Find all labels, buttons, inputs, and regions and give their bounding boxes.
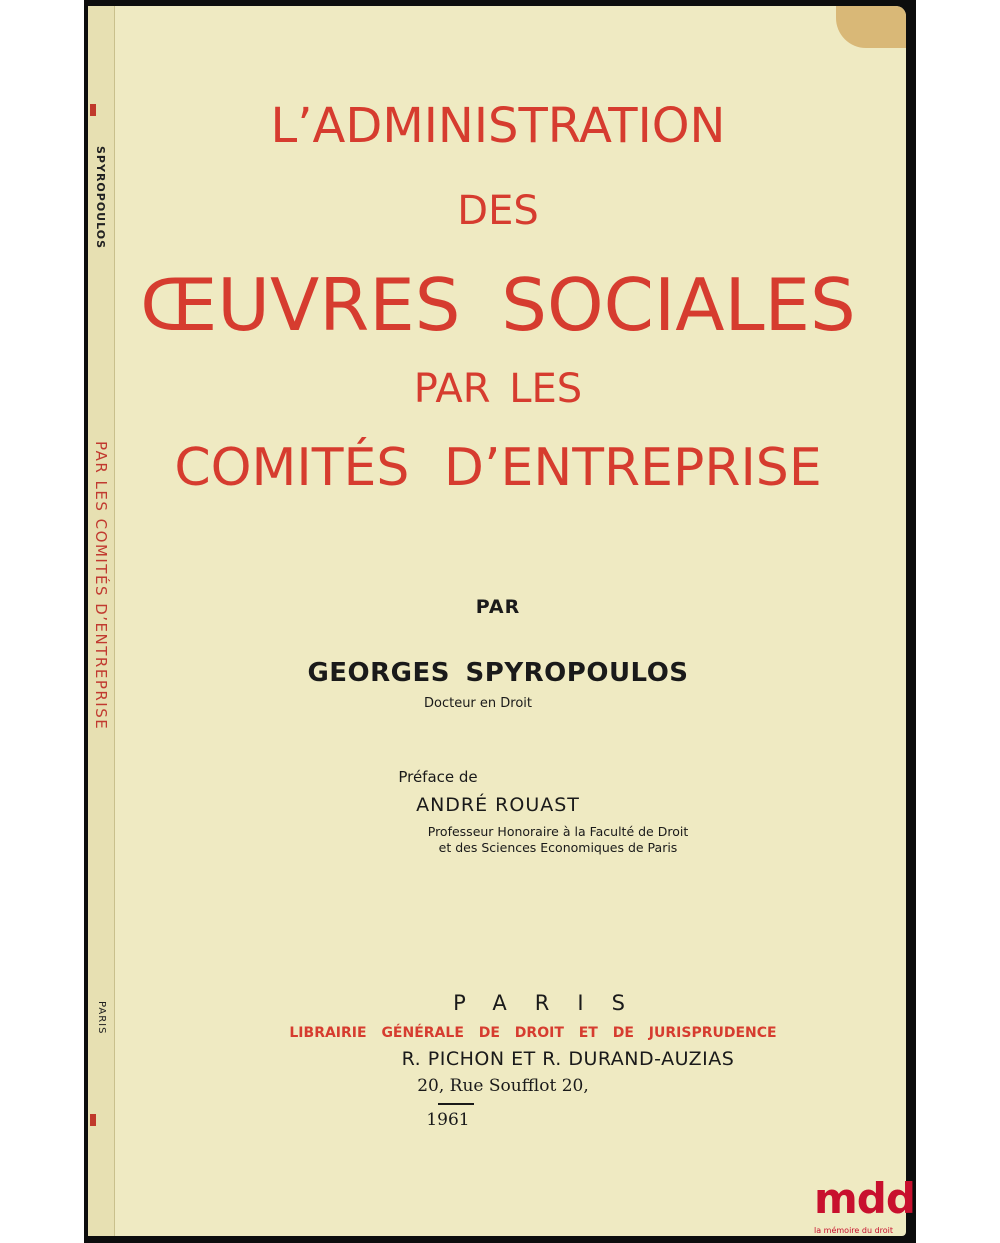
printer-name: R. PICHON ET R. DURAND-AUZIAS bbox=[401, 1048, 735, 1070]
prefacer-name: ANDRÉ ROUAST bbox=[416, 794, 580, 816]
title-line-3: ŒUVRES SOCIALES bbox=[140, 263, 856, 347]
title-line-2: DES bbox=[457, 188, 539, 234]
logo-tagline: la mémoire du droit bbox=[814, 1226, 894, 1235]
publisher-name: LIBRAIRIE GÉNÉRALE DE DROIT ET DE JURISPRUDENCE bbox=[289, 1025, 777, 1041]
publication-city: PARIS bbox=[453, 991, 653, 1015]
title-line-5: COMITÉS D’ENTREPRISE bbox=[174, 438, 822, 498]
book-cover bbox=[88, 6, 906, 1236]
publication-year: 1961 bbox=[426, 1110, 470, 1130]
preface-label: Préface de bbox=[398, 768, 478, 786]
author-degree: Docteur en Droit bbox=[423, 696, 533, 711]
title-line-1: L’ADMINISTRATION bbox=[270, 98, 726, 154]
torn-corner bbox=[836, 6, 906, 48]
prefacer-title-line-2: et des Sciences Economiques de Paris bbox=[438, 840, 678, 855]
logo-text: mdd bbox=[814, 1174, 915, 1223]
publisher-address: 20, Rue Soufflot 20, bbox=[417, 1076, 589, 1096]
divider bbox=[438, 1103, 474, 1105]
title-line-4: PAR LES bbox=[413, 366, 583, 412]
author-name: GEORGES SPYROPOULOS bbox=[307, 658, 689, 688]
prefacer-title-line-1: Professeur Honoraire à la Faculté de Droit bbox=[427, 824, 689, 839]
by-label: PAR bbox=[475, 596, 521, 618]
spine-city: PARIS bbox=[96, 1001, 107, 1035]
mdd-logo bbox=[814, 1174, 914, 1240]
spine-author: SPYROPOULOS bbox=[94, 146, 107, 250]
spine-title: PAR LES COMITÉS D’ENTREPRISE bbox=[92, 441, 110, 731]
